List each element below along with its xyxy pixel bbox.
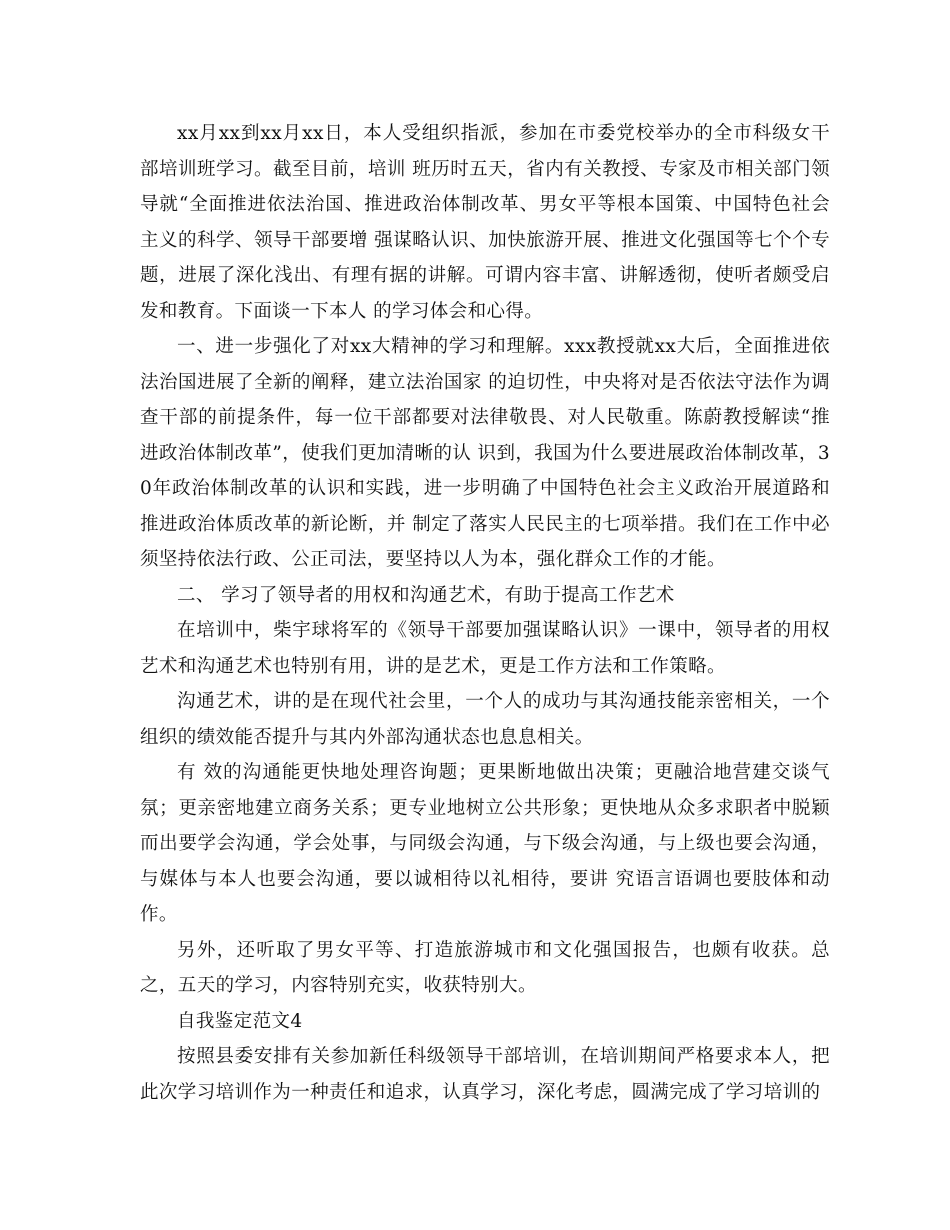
section-heading-two: 二、 学习了领导者的用权和沟通艺术，有助于提高工作艺术 <box>177 584 675 606</box>
paragraph-communication-art: 沟通艺术，讲的是在现代社会里，一个人的成功与其沟通技能亲密相关，一个组织的绩效能否提升与其内外部沟通状态也息息相关。 <box>140 691 830 748</box>
document-body <box>140 116 830 1110</box>
heading-sample-four: 自我鉴定范文4 <box>177 1010 303 1032</box>
paragraph-section-one: 一、进一步强化了对xx大精神的学习和理解。xxx教授就xx大后，全面推进依法治国进展了全新的阐释，建立法治国家 的迫切性，中央将对是否依法守法作为调查干部的前提条件，每一位干部都要对法律敬畏、对人民敬重。陈蔚教授解读“推进政治体制改革”，使我们更加清晰的认 识到，我国为什么要进展政治体制改革，30年政治体制改革的认识和实践，进一步明确了中国特色社会主义政治开展道路和推进政治体质改革的新论断，并 制定了落实人民民主的七项举措。我们在工作中必须坚持依法行政、公正司法，要坚持以人为本，强化群众工作的才能。 <box>140 336 830 570</box>
paragraph-effective-communication: 有 效的沟通能更快地处理咨询题；更果断地做出决策；更融洽地营建交谈气氛；更亲密地建立商务关系；更专业地树立公共形象；更快地从众多求职者中脱颖而出要学会沟通，学会处事，与同级会沟通，与下级会沟通，与上级也要会沟通，与媒体与本人也要会沟通，要以诚相待以礼相待，要讲 究语言语调也要肢体和动作。 <box>140 762 830 925</box>
paragraph-sample-four: 按照县委安排有关参加新任科级领导干部培训，在培训期间严格要求本人，把此次学习培训作为一种责任和追求，认真学习，深化考虑，圆满完成了学习培训的 <box>140 1046 830 1103</box>
paragraph-conclusion: 另外，还听取了男女平等、打造旅游城市和文化强国报告，也颇有收获。总之，五天的学习，内容特别充实，收获特别大。 <box>140 939 830 996</box>
paragraph-training: 在培训中，柴宇球将军的《领导干部要加强谋略认识》一课中，领导者的用权艺术和沟通艺术也特别有用，讲的是艺术，更是工作方法和工作策略。 <box>140 620 830 677</box>
paragraph-intro: xx月xx到xx月xx日，本人受组织指派，参加在市委党校举办的全市科级女干部培训班学习。截至目前，培训 班历时五天，省内有关教授、专家及市相关部门领导就“全面推进依法治国、推进政治体制改革、男女平等根本国策、中国特色社会主义的科学、领导干部要增 强谋略认识、加快旅游开展、推进文化强国等七个个专题，进展了深化浅出、有理有据的讲解。可谓内容丰富、讲解透彻，使听者颇受启发和教育。下面谈一下本人 的学习体会和心得。 <box>140 123 830 322</box>
